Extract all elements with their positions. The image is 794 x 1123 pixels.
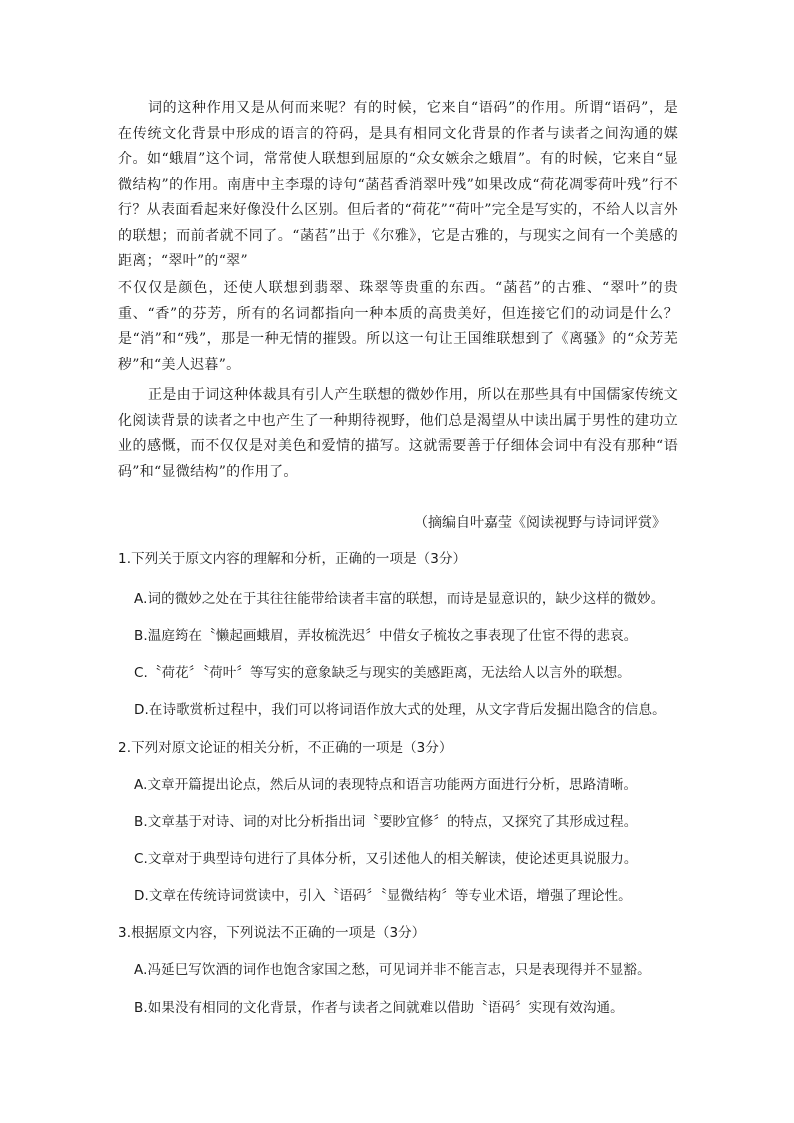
question-2-option-a: A.文章开篇提出论点，然后从词的表现特点和语言功能两方面进行分析，思路清晰。	[134, 777, 638, 793]
question-1-option-a: A.词的微妙之处在于其往往能带给读者丰富的联想，而诗是显意识的，缺少这样的微妙。	[134, 591, 665, 607]
passage-paragraph-3: 正是由于词这种体裁具有引人产生联想的微妙作用，所以在那些具有中国儒家传统文化阅读背景的读者之中也产生了一种期待视野，他们总是渴望从中读出属于男性的建功立业的感慨，而不仅仅是对美色和爱情的描写。这就需要善于仔细体会词中有没有那种“语码”和“显微结构”的作用了。	[118, 387, 678, 480]
question-3-option-b: B.如果没有相同的文化背景，作者与读者之间就难以借助〝语码〞实现有效沟通。	[134, 1000, 624, 1016]
question-1-option-d: D.在诗歌赏析过程中，我们可以将词语作放大式的处理，从文字背后发掘出隐含的信息。	[134, 702, 666, 718]
question-1-option-c: C.〝荷花〞〝荷叶〞等写实的意象缺乏与现实的美感距离，无法给人以言外的联想。	[134, 665, 631, 681]
passage-paragraph-2: 不仅仅是颜色，还使人联想到翡翠、珠翠等贵重的东西。“菡萏”的古雅、“翠叶”的贵重、“香”的芬芳，所有的名词都指向一种本质的高贵美好，但连接它们的动词是什么？是“消”和“残”，那是一种无情的摧毁。所以这一句让王国维联想到了《离骚》的“众芳芜秽”和“美人迟暮”。	[118, 280, 678, 373]
passage-paragraph-1: 词的这种作用又是从何而来呢？有的时候，它来自“语码”的作用。所谓“语码”，是在传统文化背景中形成的语言的符码，是具有相同文化背景的作者与读者之间沟通的媒介。如“蛾眉”这个词，常常使人联想到屈原的“众女嫉余之蛾眉”。有的时候，它来自“显微结构”的作用。南唐中主李璟的诗句“菡萏香消翠叶残”如果改成“荷花凋零荷叶残”行不行？从表面看起来好像没什么区别。但后者的“荷花”“荷叶”完全是写实的，不给人以言外的联想；而前者就不同了。“菡萏”出于《尔雅》，它是古雅的，与现实之间有一个美感的距离；“翠叶”的“翠”	[118, 100, 678, 269]
source-citation: （摘编自叶嘉莹《阅读视野与诗词评赏》	[414, 515, 666, 531]
question-2-option-b: B.文章基于对诗、词的对比分析指出词〝要眇宜修〞的特点，又探究了其形成过程。	[134, 814, 638, 830]
question-1-option-b: B.温庭筠在〝懒起画蛾眉，弄妆梳洗迟〞中借女子梳妆之事表现了仕宦不得的悲哀。	[134, 628, 638, 644]
question-2-option-c: C.文章对于典型诗句进行了具体分析，又引述他人的相关解读，使论述更具说服力。	[134, 851, 638, 867]
question-2-option-d: D.文章在传统诗词赏读中，引入〝语码〞〝显微结构〞等专业术语，增强了理论性。	[134, 888, 632, 904]
question-1-stem: 1.下列关于原文内容的理解和分析，正确的一项是（3分）	[118, 551, 467, 567]
question-2-stem: 2.下列对原文论证的相关分析，不正确的一项是（3分）	[118, 740, 453, 756]
question-3-option-a: A.冯延巳写饮酒的词作也饱含家国之愁，可见词并非不能言志，只是表现得并不显豁。	[134, 962, 651, 978]
question-3-stem: 3.根据原文内容，下列说法不正确的一项是（3分）	[118, 925, 426, 941]
